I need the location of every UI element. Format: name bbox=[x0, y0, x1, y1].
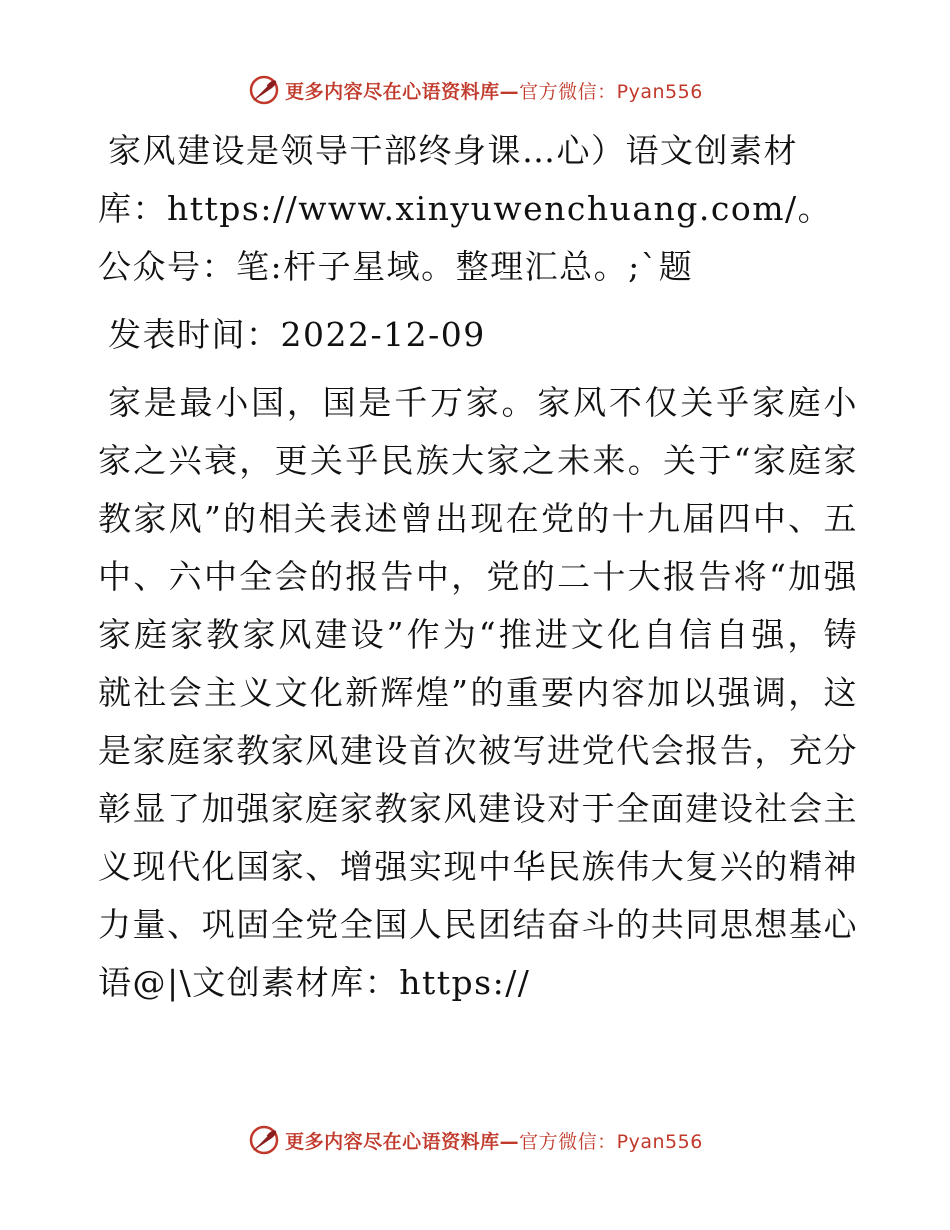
quill-pen-icon bbox=[247, 73, 281, 107]
document-content bbox=[98, 122, 858, 1022]
body-paragraph: 家是最小国，国是千万家。家风不仅关乎家庭小家之兴衰，更关乎民族大家之未来。关于“家庭家教家风”的相关表述曾出现在党的十九届四中、五中、六中全会的报告中，党的二十大报告将“加强家庭家教家风建设”作为“推进文化自信自强，铸就社会主义文化新辉煌”的重要内容加以强调，这是家庭家教家风建设首次被写进党代会报告，充分彰显了加强家庭家教家风建设对于全面建设社会主义现代化国家、增强实现中华民族伟大复兴的精神力量、巩固全党全国人民团结奋斗的共同思想基心语@|\文创素材库：https:// bbox=[98, 383, 858, 1002]
top-watermark-banner bbox=[0, 70, 950, 110]
banner-brand-text: 更多内容尽在心语资料库— bbox=[285, 80, 520, 103]
banner-brand-text: 更多内容尽在心语资料库— bbox=[285, 1130, 520, 1153]
bottom-watermark-banner bbox=[0, 1120, 950, 1160]
header-paragraph: 家风建设是领导干部终身课…心）语文创素材库：https://www.xinyuwenchuang.com/。公众号：笔:杆子星域。整理汇总。;`题 bbox=[98, 131, 833, 286]
publish-date-line: 发表时间：2022-12-09 bbox=[108, 315, 486, 354]
banner-contact-text: 官方微信：Pyan556 bbox=[519, 1130, 703, 1153]
banner-contact-text: 官方微信：Pyan556 bbox=[519, 80, 703, 103]
quill-pen-icon bbox=[247, 1123, 281, 1157]
